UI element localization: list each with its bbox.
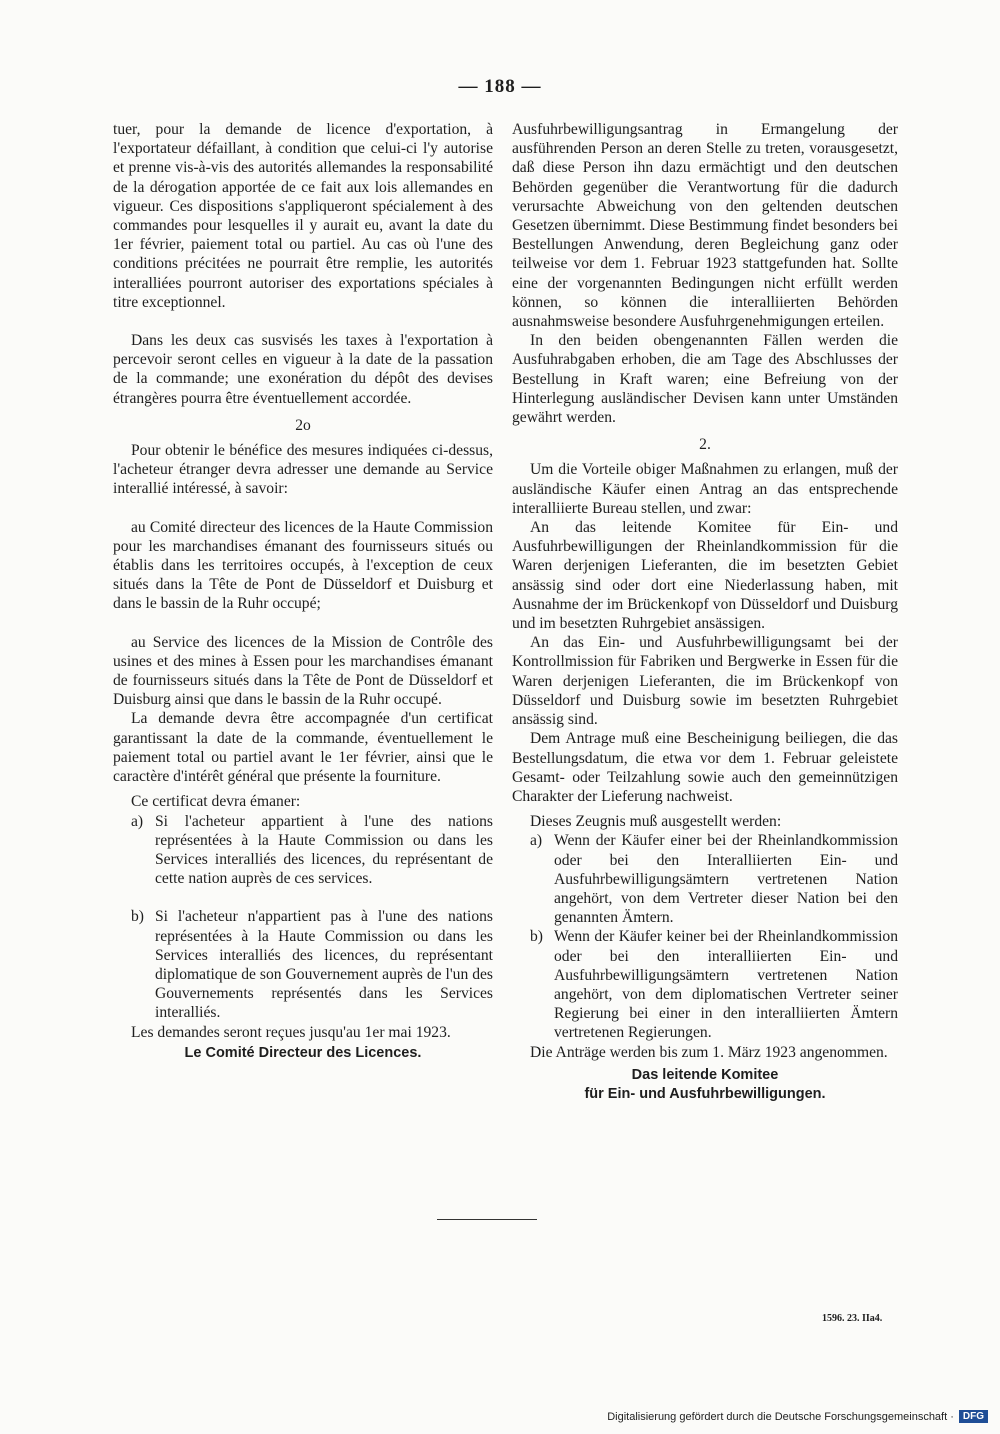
paragraph: Dem Antrage muß eine Bescheinigung beiliegen, die das Bestellungsdatum, die etwa vor dem 1. Februar geleistete Gesamt- oder Teilzahlung sowie auch den gemeinnützigen Charakter der Lieferung nachweist. <box>512 730 898 805</box>
signature-line: für Ein- und Ausfuhrbewilligungen. <box>584 1085 826 1102</box>
paragraph: Ce certificat devra émaner: <box>131 793 301 811</box>
print-code: 1596. 23. IIa4. <box>822 1313 883 1324</box>
section-number: 2. <box>699 436 711 454</box>
paragraph: au Comité directeur des licences de la Haute Commission pour les marchandises émanant des fournisseurs situés ou établis dans les territoires occupés, à l'exception de ceux situés dans la Tête de Pont de Düsseldorf et Duisburg et dans le bassin de la Ruhr occupé; <box>113 518 493 613</box>
paragraph: Pour obtenir le bénéfice des mesures indiquées ci-dessus, l'acheteur étranger devra adresser une demande au Service interallié intéressé, à savoir: <box>113 442 493 498</box>
paragraph: Les demandes seront reçues jusqu'au 1er mai 1923. <box>131 1023 451 1041</box>
paragraph: Ausfuhrbewilligungsantrag in Ermangelung der ausführenden Person an deren Stelle zu treten, vorausgesetzt, daß diese Person ihn dazu ermächtigt und den deutschen Behörden gegenüber die Verantwortung für die dadurch verursachte Abweichung von den geltenden deutschen Gesetzen übernimmt. Diese Bestimmung findet besonders bei Bestellungen Anwendung, deren Begleichung ganz oder teilweise vor dem 1. Februar 1923 stattgefunden hat. Sollte eine der vorgenannten Bedingungen nicht erfüllt werden können, so können die interalliierten Behörden ausnahmsweise besondere Ausfuhrgenehmigungen erteilen. <box>512 121 898 331</box>
list-item <box>113 907 493 1022</box>
paragraph: In den beiden obengenannten Fällen werden die Ausfuhrabgaben erhoben, die am Tage des Abschlusses der Bestellung in Kraft waren; eine Befreiung von der Hinterlegung ausländischer Devisen kann unter Umständen gewährt werden. <box>512 332 898 427</box>
paragraph: An das leitende Komitee für Ein- und Ausfuhrbewilligungen der Rheinlandkommission für die Waren derjenigen Lieferanten, die im besetzten Gebiet ansässig sind oder dort eine Niederlassung haben, mit Ausnahme der im Brückenkopf von Düsseldorf und Duisburg und im besetzten Ruhrgebiet ansässigen. <box>512 519 898 633</box>
paragraph: Dieses Zeugnis muß ausgestellt werden: <box>530 813 782 831</box>
list-item-label: b) <box>131 908 144 926</box>
list-item <box>113 812 493 889</box>
french-column <box>113 120 493 1063</box>
page-number: — 188 — <box>458 76 542 97</box>
digitization-footer <box>0 1410 1000 1423</box>
paragraph: au Service des licences de la Mission de Contrôle des usines et des mines à Essen pour les marchandises émanant de fournisseurs situés dans la Tête de Pont de Düsseldorf et Duisburg ainsi que dans le bassin de la Ruhr occupé. <box>113 633 493 709</box>
list-item <box>512 927 898 1042</box>
paragraph: La demande devra être accompagnée d'un certificat garantissant la date de la commande, éventuellement le paiement total ou partiel avant le 1er février, ainsi que le caractère d'intérêt général que présente la fourniture. <box>113 710 493 786</box>
dfg-logo: DFG <box>959 1410 988 1423</box>
list-item-text: Wenn der Käufer keiner bei der Rheinlandkommission oder bei den interalliierten Ein- und Ausfuhrbewilligungsämtern vertretenen Nation angehört, von dem diplomatischen Vertreter seiner Regierung bei einer in den interalliierten Ämtern vertretenen Regierungen. <box>554 928 898 1042</box>
paragraph: Dans les deux cas susvisés les taxes à l'exportation à percevoir seront celles en vigueur à la date de la passation de la commande; une exonération du dépôt des devises étrangères pourra être éventuellement accordée. <box>113 332 493 407</box>
paragraph: Um die Vorteile obiger Maßnahmen zu erlangen, muß der ausländische Käufer einen Antrag an das entsprechende interalliierte Bureau stellen, und zwar: <box>512 461 898 517</box>
list-item-label: a) <box>530 832 543 850</box>
list-item-text: Wenn der Käufer einer bei der Rheinlandkommission oder bei den Interalliierten Ein- und Ausfuhrbewilligungsämtern vertretenen Nation angehört, von dem Vertreter dieser Nation bei den genannten Ämtern. <box>554 832 898 927</box>
list-item-label: a) <box>131 812 144 830</box>
list-item-text: Si l'acheteur n'appartient pas à l'une des nations représentées à la Haute Commission ou dans les Services interalliés des licences, du représentant diplomatique de son Gouvernement auprès de l'un des Gouvernements représentés dans les Services interalliés. <box>155 908 493 1022</box>
signature-line: Das leitende Komitee <box>631 1066 779 1083</box>
list-item-text: Si l'acheteur appartient à l'une des nations représentées à la Haute Commission ou dans les Services interalliés des licences, du représentant de cette nation auprès de ces services. <box>155 812 493 888</box>
divider-rule <box>437 1219 537 1220</box>
footer-text: Digitalisierung gefördert durch die Deutsche Forschungsgemeinschaft · <box>607 1410 954 1423</box>
paragraph: tuer, pour la demande de licence d'exportation, à l'exportateur défaillant, à condition que celui-ci l'y autorise et prenne vis-à-vis des autorités allemandes la responsabilité de la dérogation apportée de ce fait aux lois allemandes en vigueur. Ces dispositions s'appliqueront spécialement à des commandes pour lesquelles il y aurait eu, avant la date du 1er février, paiement total ou partiel. Au cas où l'une des conditions précitées ne pourrait être remplie, les autorités interalliées pourront autoriser des exportations spéciales à titre exceptionnel. <box>113 121 493 311</box>
paragraph: An das Ein- und Ausfuhrbewilligungsamt bei der Kontrollmission für Fabriken und Bergwerke in Essen für die Waren derjenigen Lieferanten, die im Brückenkopf von Düsseldorf und Duisburg sowie im besetzten Ruhrgebiet ansässig sind. <box>512 634 898 729</box>
section-number: 2o <box>295 416 311 434</box>
paragraph: Die Anträge werden bis zum 1. März 1923 angenommen. <box>530 1043 888 1061</box>
german-column <box>512 120 898 1104</box>
list-item <box>512 831 898 927</box>
signature: Le Comité Directeur des Licences. <box>184 1044 422 1061</box>
list-item-label: b) <box>530 928 543 946</box>
